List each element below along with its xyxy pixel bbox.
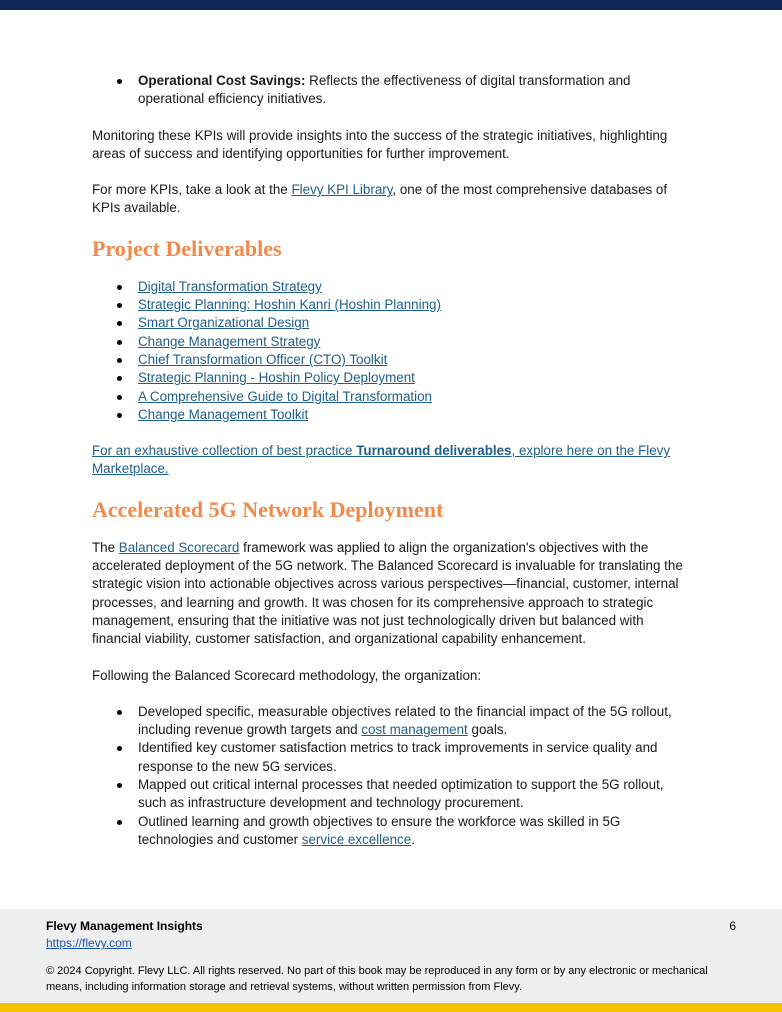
- kpi-list: [92, 72, 692, 109]
- paragraph-text: For more KPIs, take a look at the: [92, 182, 292, 198]
- methodology-paragraph: Following the Balanced Scorecard methodology, the organization:: [92, 667, 482, 683]
- list-item: [138, 406, 692, 424]
- list-item: [138, 369, 692, 387]
- link-text: For an exhaustive collection of best practice: [92, 443, 357, 459]
- deliverable-link[interactable]: Digital Transformation Strategy: [138, 278, 322, 294]
- balanced-scorecard-paragraph: [92, 539, 692, 649]
- page-number: 6: [729, 919, 736, 933]
- link-text: , explore here on the Flevy Marketplace.: [92, 443, 671, 477]
- deliverable-link[interactable]: Change Management Toolkit: [138, 406, 309, 422]
- list-item: [138, 278, 692, 296]
- deliverable-link[interactable]: Strategic Planning - Hoshin Policy Deployment: [138, 370, 415, 386]
- deliverable-link[interactable]: Smart Organizational Design: [138, 315, 310, 331]
- bottom-accent-bar: [0, 1003, 782, 1012]
- list-item: [138, 776, 692, 813]
- deliverable-link[interactable]: A Comprehensive Guide to Digital Transformation: [138, 388, 432, 404]
- paragraph-text: , one of the most comprehensive databases of KPIs available.: [92, 182, 668, 216]
- link-text-bold: Turnaround deliverables: [356, 443, 512, 459]
- document-body: [92, 72, 692, 867]
- bullet-text: Identified key customer satisfaction metrics to track improvements in service quality and response to the new 5G services.: [138, 740, 658, 774]
- kpi-label: Operational Cost Savings: [138, 73, 301, 88]
- list-item: [138, 703, 692, 740]
- footer-brand: Flevy Management Insights: [46, 919, 203, 933]
- deliverables-heading: Project Deliverables: [92, 235, 282, 261]
- list-item: [138, 333, 692, 351]
- list-item: [138, 813, 692, 850]
- footer-url-link[interactable]: https://flevy.com: [46, 936, 132, 950]
- kpi-library-link[interactable]: Flevy KPI Library: [291, 182, 393, 198]
- service-excellence-link[interactable]: service excellence: [301, 831, 412, 847]
- list-item: [138, 388, 692, 406]
- list-item: [138, 72, 692, 109]
- page-footer: [0, 909, 782, 1003]
- copyright-notice: © 2024 Copyright. Flevy LLC. All rights reserved. No part of this book may be reproduced in any form or by any electronic or mechanical means, including information storage and retrieval systems, without written permission from Flevy.: [46, 965, 708, 993]
- list-item: [138, 739, 692, 776]
- bullet-text: Developed specific, measurable objectives related to the financial impact of the 5G rollout, including revenue growth targets and: [138, 703, 672, 738]
- deliverable-link[interactable]: Chief Transformation Officer (CTO) Toolkit: [138, 351, 388, 367]
- kpi-description: Reflects the effectiveness of digital transformation and operational efficiency initiatives.: [138, 73, 631, 107]
- marketplace-link[interactable]: [92, 443, 670, 476]
- list-item: [138, 314, 692, 332]
- methodology-list: [92, 703, 692, 849]
- section-5g-heading: Accelerated 5G Network Deployment: [92, 496, 444, 522]
- bullet-text: goals.: [467, 722, 508, 738]
- deliverables-list: [92, 278, 692, 424]
- paragraph-text: framework was applied to align the organization's objectives with the accelerated deployment of the 5G network. The Balanced Scorecard is invaluable for translating the strategic vision into actionable objectives across various perspectives—financial, customer, internal processes, and learning and growth. It was chosen for its comprehensive approach to strategic management, ensuring that the initiative was not just technologically driven but balanced with financial viability, customer satisfaction, and organizational capability enhancement.: [92, 539, 683, 647]
- deliverable-link[interactable]: Change Management Strategy: [138, 333, 321, 349]
- cost-management-link[interactable]: cost management: [361, 722, 468, 738]
- top-accent-bar: [0, 0, 782, 10]
- balanced-scorecard-link[interactable]: Balanced Scorecard: [118, 539, 240, 555]
- paragraph-text: The: [92, 539, 119, 555]
- marketplace-paragraph: [92, 442, 692, 479]
- bullet-text: .: [411, 831, 415, 847]
- monitoring-paragraph: Monitoring these KPIs will provide insights into the success of the strategic initiatives, highlighting areas of success and identifying opportunities for further improvement.: [92, 127, 668, 161]
- deliverable-link[interactable]: Strategic Planning: Hoshin Kanri (Hoshin Planning): [138, 297, 441, 313]
- kpi-label-colon: :: [300, 73, 306, 88]
- bullet-text: Mapped out critical internal processes that needed optimization to support the 5G rollout, such as infrastructure development and technology procurement.: [138, 777, 664, 811]
- kpi-library-paragraph: [92, 181, 692, 218]
- bullet-text: Outlined learning and growth objectives to ensure the workforce was skilled in 5G technologies and customer: [138, 813, 621, 847]
- list-item: [138, 296, 692, 314]
- list-item: [138, 351, 692, 369]
